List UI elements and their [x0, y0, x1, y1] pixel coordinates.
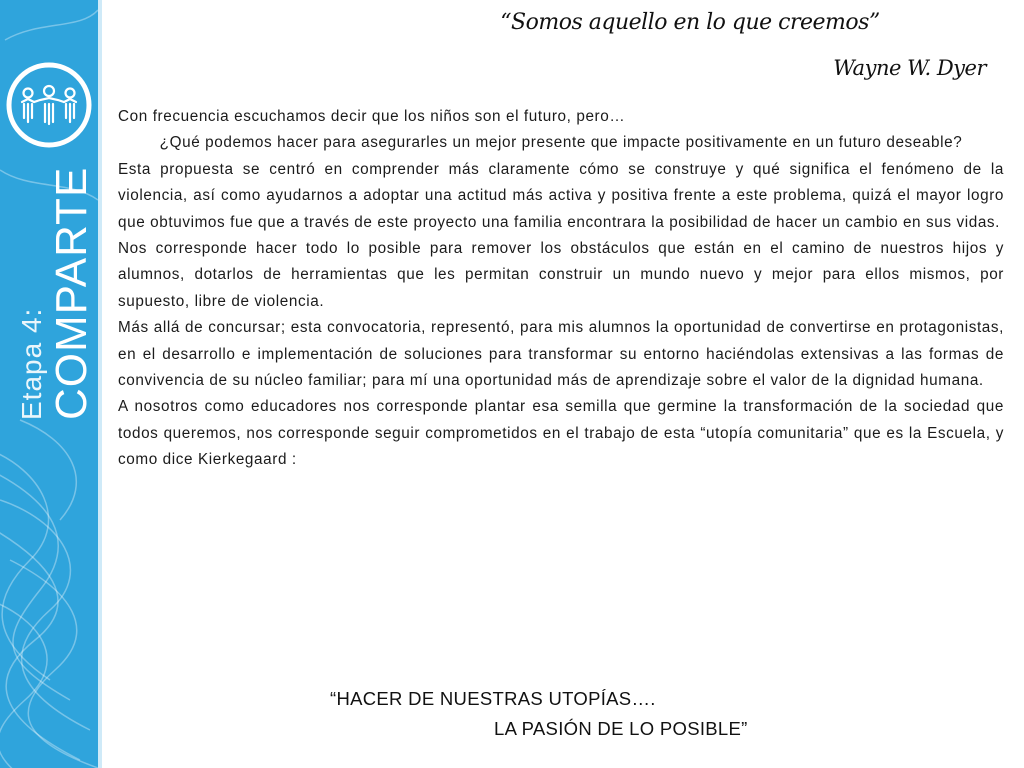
paragraph: Nos corresponde hacer todo lo posible para remover los obstáculos que están en el camino de nuestros hijos y alumnos, dotarlos de herramientas que les permitan construir un mundo nuevo y mejor para ellos mismos, por supuesto, libre de violencia.	[118, 240, 1004, 310]
sidebar-divider	[98, 0, 102, 768]
closing-quote	[118, 684, 1004, 744]
main-text	[118, 104, 1004, 474]
stage-label: Etapa 4:	[16, 307, 47, 420]
epigraph-quote: “Somos aquello en lo que creemos”	[500, 10, 880, 35]
stage-labels	[16, 167, 96, 420]
paragraph: Más allá de concursar; esta convocatoria, representó, para mis alumnos la oportunidad de convertirse en protagonistas, en el desarrollo e implementación de soluciones para transformar su entorno haciéndolas extensivas a las formas de convivencia de su núcleo familiar; para mí una oportunidad más de aprendizaje sobre el valor de la dignidad humana.	[118, 319, 1004, 390]
epigraph-author: Wayne W. Dyer	[833, 56, 986, 80]
closing-line-1: “HACER DE NUESTRAS UTOPÍAS….	[330, 688, 656, 709]
intro-line: Con frecuencia escuchamos decir que los niños son el futuro, pero…	[118, 108, 626, 125]
stage-name: COMPARTE	[47, 166, 96, 420]
sidebar-banner	[0, 0, 98, 768]
paragraph: A nosotros como educadores nos corresponde plantar esa semilla que germine la transformación de la sociedad que todos queremos, nos corresponde seguir comprometidos en el trabajo de esta “utopía comunitaria” que es la Escuela, y como dice Kierkegaard :	[118, 398, 1004, 469]
question-line: ¿Qué podemos hacer para asegurarles un mejor presente que impacte positivamente en un futuro deseable?	[159, 134, 963, 152]
paragraph: Esta propuesta se centró en comprender más claramente cómo se construye y qué significa el fenómeno de la violencia, así como ayudarnos a adoptar una actitud más activa y positiva frente a este problema, quizá el mayor logro que obtuvimos fue que a través de este proyecto una familia encontrara la posibilidad de hacer un cambio en sus vidas.	[118, 160, 1004, 231]
closing-line-2: LA PASIÓN DE LO POSIBLE”	[494, 718, 748, 739]
family-group-icon	[4, 60, 94, 150]
